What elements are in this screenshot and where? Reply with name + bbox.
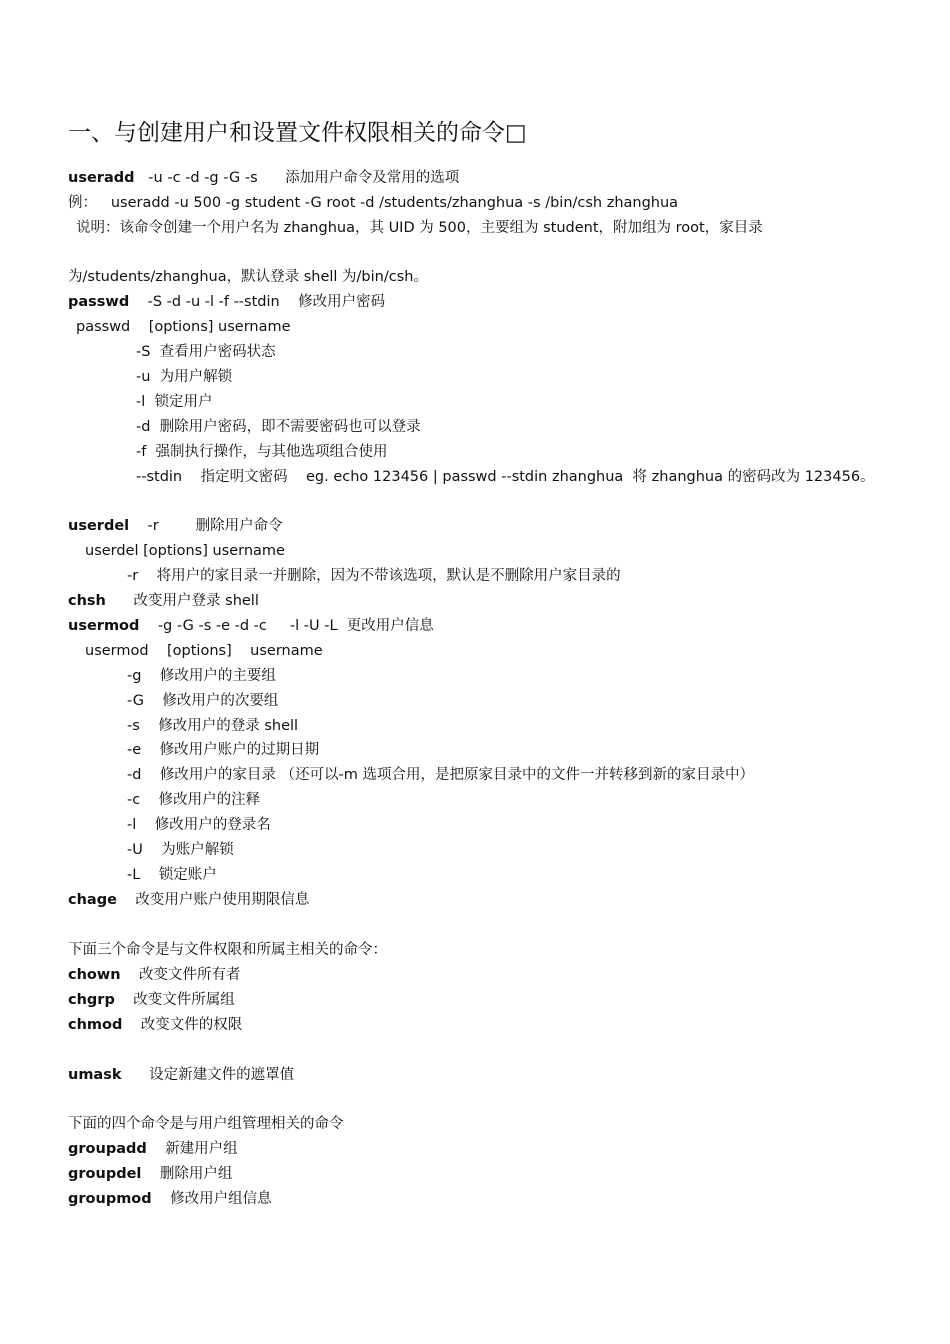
useradd-description: -u -c -d -g -G -s 添加用户命令及常用的选项 <box>134 170 460 186</box>
chsh-command: chsh <box>68 593 106 609</box>
userdel-usage: userdel [options] username <box>85 543 285 559</box>
groupdel-command: groupdel <box>68 1166 142 1182</box>
usermod-option: -l 修改用户的登录名 <box>127 817 271 833</box>
useradd-explanation-2: 为/students/zhanghua，默认登录 shell 为/bin/csh。 <box>68 269 428 285</box>
usermod-description: -g -G -s -e -d -c -l -U -L 更改用户信息 <box>139 618 434 634</box>
passwd-description: -S -d -u -l -f --stdin 修改用户密码 <box>129 294 386 310</box>
umask-line <box>68 1064 920 1086</box>
useradd-line <box>68 167 920 189</box>
passwd-option: -S 查看用户密码状态 <box>136 344 276 360</box>
chgrp-line <box>68 989 920 1011</box>
useradd-explanation-1: 说明：该命令创建一个用户名为 zhanghua，其 UID 为 500，主要组为 student，附加组为 root，家目录 <box>76 220 763 236</box>
passwd-option: -f 强制执行操作，与其他选项组合使用 <box>136 444 388 460</box>
groupadd-line <box>68 1138 920 1160</box>
useradd-example: 例： useradd -u 500 -g student -G root -d /students/zhanghua -s /bin/csh zhanghua <box>68 195 679 211</box>
usermod-option: -s 修改用户的登录 shell <box>127 718 299 734</box>
usermod-line <box>68 615 920 637</box>
groupadd-command: groupadd <box>68 1141 147 1157</box>
usermod-usage: usermod [options] username <box>85 643 323 659</box>
passwd-command: passwd <box>68 294 130 310</box>
chmod-description: 改变文件的权限 <box>122 1017 243 1033</box>
permission-intro: 下面三个命令是与文件权限和所属主相关的命令： <box>68 942 387 958</box>
usermod-option: -G 修改用户的次要组 <box>127 693 279 709</box>
usermod-option: -L 锁定账户 <box>127 867 217 883</box>
usermod-option: -c 修改用户的注释 <box>127 792 261 808</box>
groupmod-command: groupmod <box>68 1191 152 1207</box>
groupdel-line <box>68 1163 920 1185</box>
usermod-option: -U 为账户解锁 <box>127 842 234 858</box>
userdel-line <box>68 515 920 537</box>
userdel-option: -r 将用户的家目录一并删除，因为不带该选项，默认是不删除用户家目录的 <box>127 568 621 584</box>
usermod-command: usermod <box>68 618 140 634</box>
chown-command: chown <box>68 967 121 983</box>
umask-description: 设定新建文件的遮罩值 <box>121 1067 295 1083</box>
userdel-command: userdel <box>68 518 130 534</box>
groupdel-description: 删除用户组 <box>141 1166 233 1182</box>
chgrp-command: chgrp <box>68 992 115 1008</box>
passwd-usage: passwd [options] username <box>76 319 291 335</box>
userdel-description: -r 删除用户命令 <box>129 518 283 534</box>
passwd-option: -d 删除用户密码，即不需要密码也可以登录 <box>136 419 421 435</box>
chmod-line <box>68 1014 920 1036</box>
chown-description: 改变文件所有者 <box>120 967 241 983</box>
chage-description: 改变用户账户使用期限信息 <box>116 892 310 908</box>
passwd-option: --stdin 指定明文密码 eg. echo 123456 | passwd --stdin zhanghua 将 zhanghua 的密码改为 123456。 <box>136 469 875 485</box>
group-intro: 下面的四个命令是与用户组管理相关的命令 <box>68 1116 344 1132</box>
passwd-line <box>68 291 920 313</box>
usermod-option: -e 修改用户账户的过期日期 <box>127 742 320 758</box>
chage-line <box>68 889 920 911</box>
passwd-option: -l 锁定用户 <box>136 394 213 410</box>
section-title: 一、与创建用户和设置文件权限相关的命令□ <box>68 120 527 146</box>
chsh-description: 改变用户登录 shell <box>105 593 259 609</box>
umask-command: umask <box>68 1067 122 1083</box>
passwd-option: -u 为用户解锁 <box>136 369 233 385</box>
groupmod-description: 修改用户组信息 <box>151 1191 272 1207</box>
chgrp-description: 改变文件所属组 <box>114 992 235 1008</box>
usermod-option: -d 修改用户的家目录 （还可以-m 选项合用，是把原家目录中的文件一并转移到新的家目录中） <box>127 767 754 783</box>
groupmod-line <box>68 1188 920 1210</box>
chmod-command: chmod <box>68 1017 123 1033</box>
useradd-command: useradd <box>68 170 135 186</box>
chown-line <box>68 964 920 986</box>
usermod-option: -g 修改用户的主要组 <box>127 668 276 684</box>
chage-command: chage <box>68 892 117 908</box>
groupadd-description: 新建用户组 <box>146 1141 238 1157</box>
chsh-line <box>68 590 920 612</box>
